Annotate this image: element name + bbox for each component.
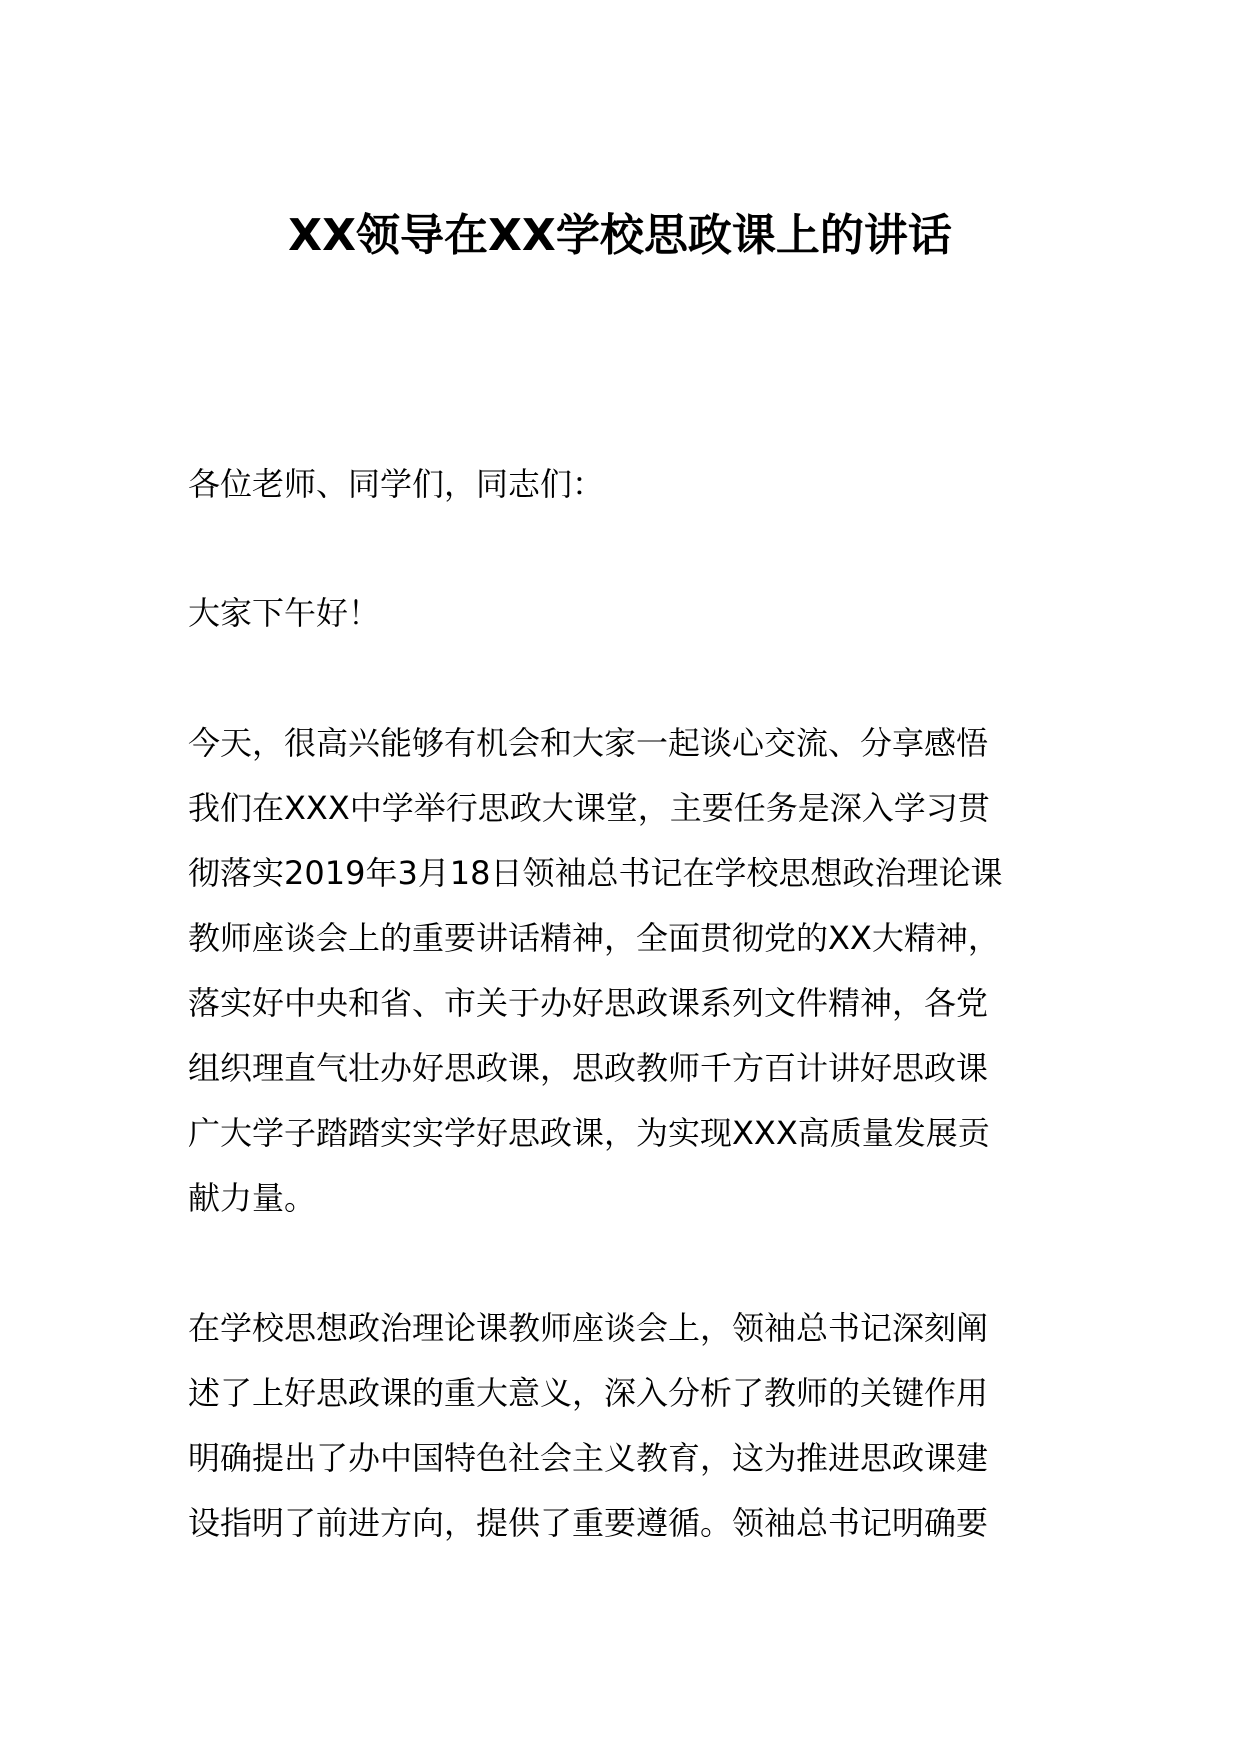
greeting-line: 大家下午好！ bbox=[188, 594, 381, 632]
salutation bbox=[188, 452, 1068, 517]
paragraph-line: 教师座谈会上的重要讲话精神，全面贯彻党的XX大精神， bbox=[188, 919, 1000, 957]
paragraph-line: 组织理直气壮办好思政课，思政教师千方百计讲好思政课 bbox=[188, 1049, 989, 1087]
paragraph-line: 献力量。 bbox=[188, 1179, 317, 1217]
paragraph-line: 明确提出了办中国特色社会主义教育，这为推进思政课建 bbox=[188, 1439, 989, 1477]
paragraph-line: 落实好中央和省、市关于办好思政课系列文件精神，各党 bbox=[188, 984, 989, 1022]
greeting bbox=[188, 581, 1068, 646]
paragraph-line: 广大学子踏踏实实学好思政课，为实现XXX高质量发展贡 bbox=[188, 1114, 990, 1152]
document-title: XX领导在XX学校思政课上的讲话 bbox=[288, 210, 952, 261]
paragraph-2 bbox=[188, 1296, 1068, 1556]
paragraph-line: 在学校思想政治理论课教师座谈会上，领袖总书记深刻阐 bbox=[188, 1309, 989, 1347]
paragraph-1 bbox=[188, 711, 1068, 1231]
paragraph-line: 今天，很高兴能够有机会和大家一起谈心交流、分享感悟 bbox=[188, 724, 989, 762]
salutation-line: 各位老师、同学们，同志们： bbox=[188, 465, 605, 503]
paragraph-line: 述了上好思政课的重大意义，深入分析了教师的关键作用 bbox=[188, 1374, 989, 1412]
paragraph-line: 我们在XXX中学举行思政大课堂，主要任务是深入学习贯 bbox=[188, 789, 990, 827]
paragraph-line: 设指明了前进方向，提供了重要遵循。领袖总书记明确要 bbox=[188, 1504, 989, 1542]
paragraph-line: 彻落实2019年3月18日领袖总书记在学校思想政治理论课 bbox=[188, 854, 1003, 892]
